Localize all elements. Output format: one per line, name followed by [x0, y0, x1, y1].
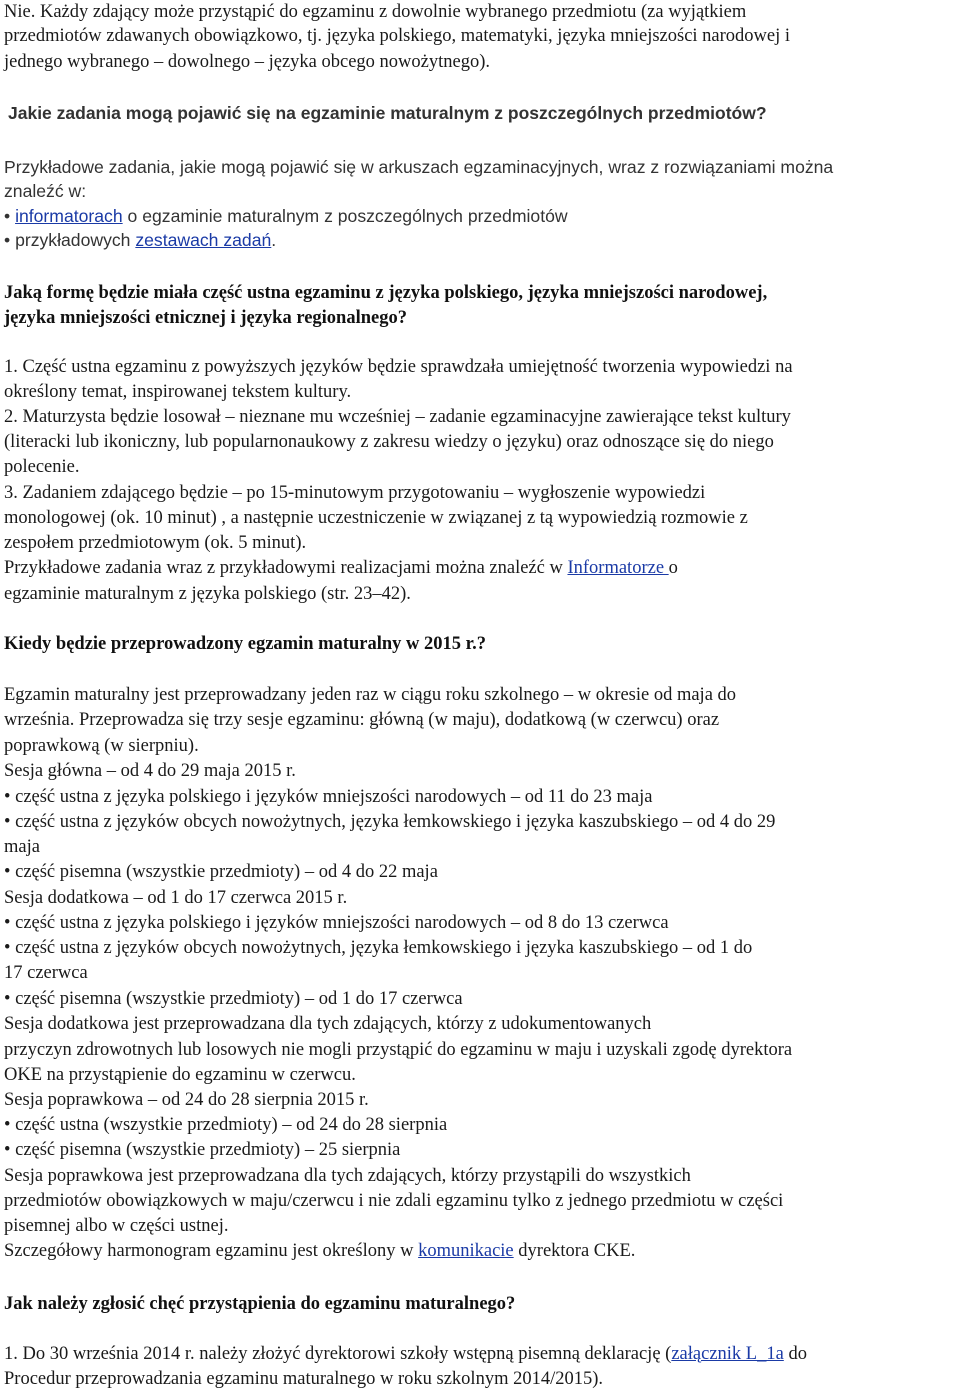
- when-line-12: 17 czerwca: [4, 963, 88, 983]
- tasks-bullet-2-pre: przykładowych: [15, 230, 136, 250]
- oral-line-9: [4, 556, 678, 580]
- when-line-14: Sesja dodatkowa jest przeprowadzana dla tych zdających, którzy z udokumentowanych: [4, 1014, 652, 1034]
- bullet-icon: •: [4, 230, 16, 250]
- oral-line-7: monologowej (ok. 10 minut) , a następnie uczestniczenie w związanej z tą wypowiedzią rozmowie z: [4, 508, 748, 528]
- heading-when: Kiedy będzie przeprowadzony egzamin maturalny w 2015 r.?: [4, 634, 487, 654]
- bullet-icon: •: [4, 206, 16, 226]
- oral-line-4: (literacki lub ikoniczny, lub popularnonaukowy z zakresu wiedzy o języku) oraz odnoszące się do niego: [4, 432, 774, 452]
- tasks-para-line-1: Przykładowe zadania, jakie mogą pojawić się w arkuszach egzaminacyjnych, wraz z rozwiązaniami można: [4, 157, 834, 177]
- oral-line-9-pre: Przykładowe zadania wraz z przykładowymi realizacjami można znaleźć w: [4, 558, 568, 578]
- when-line-15: przyczyn zdrowotnych lub losowych nie mogli przystąpić do egzaminu w maju i uzyskali zgodę dyrektora: [4, 1040, 793, 1060]
- apply-line-2: Procedur przeprowadzania egzaminu maturalnego w roku szkolnym 2014/2015).: [4, 1369, 604, 1389]
- when-line-1: Egzamin maturalny jest przeprowadzany jeden raz w ciągu roku szkolnego – w okresie od maja do: [4, 685, 737, 705]
- intro-line-3: jednego wybranego – dowolnego – języka obcego nowożytnego).: [4, 52, 490, 72]
- when-line-16: OKE na przystąpienie do egzaminu w czerwcu.: [4, 1065, 356, 1085]
- link-komunikacie[interactable]: komunikacie: [418, 1241, 514, 1261]
- when-line-6: • część ustna z języków obcych nowożytnych, języka łemkowskiego i języka kaszubskiego – od 4 do 29: [4, 812, 776, 832]
- heading-tasks: Jakie zadania mogą pojawić się na egzaminie maturalnym z poszczególnych przedmiotów?: [8, 103, 767, 123]
- link-informatorach[interactable]: informatorach: [15, 206, 123, 226]
- when-line-2: września. Przeprowadza się trzy sesje egzaminu: główną (w maju), dodatkową (w czerwcu) oraz: [4, 710, 720, 730]
- when-line-18: • część ustna (wszystkie przedmioty) – od 24 do 28 sierpnia: [4, 1115, 448, 1135]
- when-line-4: Sesja główna – od 4 do 29 maja 2015 r.: [4, 761, 296, 781]
- tasks-bullet-1-text: o egzaminie maturalnym z poszczególnych przedmiotów: [122, 206, 568, 226]
- when-line-11: • część ustna z języków obcych nowożytnych, języka łemkowskiego i języka kaszubskiego – od 1 do: [4, 938, 753, 958]
- apply-line-1: [4, 1342, 807, 1366]
- apply-line-1-pre: 1. Do 30 września 2014 r. należy złożyć dyrektorowi szkoły wstępną pisemną deklarację (: [4, 1344, 672, 1364]
- when-line-8: • część pisemna (wszystkie przedmioty) – od 4 do 22 maja: [4, 862, 438, 882]
- oral-line-10: egzaminie maturalnym z języka polskiego (str. 23–42).: [4, 584, 411, 604]
- when-line-9: Sesja dodatkowa – od 1 do 17 czerwca 2015 r.: [4, 888, 348, 908]
- when-line-20: Sesja poprawkowa jest przeprowadzana dla tych zdających, którzy przystąpili do wszystkich: [4, 1166, 691, 1186]
- oral-line-5: polecenie.: [4, 457, 80, 477]
- when-line-23-post: dyrektora CKE.: [513, 1241, 636, 1261]
- when-line-5: • część ustna z języka polskiego i języków mniejszości narodowych – od 11 do 23 maja: [4, 787, 653, 807]
- when-line-23: [4, 1239, 635, 1263]
- when-line-21: przedmiotów obowiązkowych w maju/czerwcu i nie zdali egzaminu tylko z jednego przedmiotu w części: [4, 1191, 784, 1211]
- oral-line-9-post: o: [668, 558, 678, 578]
- link-zalacznik-l1a[interactable]: załącznik L_1a: [671, 1344, 784, 1364]
- tasks-bullet-2: [4, 228, 276, 252]
- oral-line-6: 3. Zadaniem zdającego będzie – po 15-minutowym przygotowaniu – wygłoszenie wypowiedzi: [4, 483, 706, 503]
- tasks-para-line-2: znaleźć w:: [4, 181, 87, 201]
- when-line-19: • część pisemna (wszystkie przedmioty) – 25 sierpnia: [4, 1140, 401, 1160]
- heading-oral-line-2: języka mniejszości etnicznej i języka regionalnego?: [4, 308, 407, 328]
- oral-line-3: 2. Maturzysta będzie losował – nieznane mu wcześniej – zadanie egzaminacyjne zawierające tekst kultury: [4, 407, 791, 427]
- when-line-17: Sesja poprawkowa – od 24 do 28 sierpnia 2015 r.: [4, 1090, 369, 1110]
- heading-oral-line-1: Jaką formę będzie miała część ustna egzaminu z języka polskiego, języka mniejszości narodowej,: [4, 283, 768, 303]
- intro-line-1: Nie. Każdy zdający może przystąpić do egzaminu z dowolnie wybranego przedmiotu (za wyjątkiem: [4, 2, 747, 22]
- link-informatorze[interactable]: Informatorze: [567, 558, 669, 578]
- oral-line-1: 1. Część ustna egzaminu z powyższych języków będzie sprawdzała umiejętność tworzenia wypowiedzi na: [4, 357, 793, 377]
- intro-line-2: przedmiotów zdawanych obowiązkowo, tj. języka polskiego, matematyki, języka mniejszości narodowej i: [4, 26, 791, 46]
- oral-line-8: zespołem przedmiotowym (ok. 5 minut).: [4, 533, 307, 553]
- link-zestawach-zadan[interactable]: zestawach zadań: [135, 230, 272, 250]
- oral-line-2: określony temat, inspirowanej tekstem kultury.: [4, 382, 352, 402]
- when-line-23-pre: Szczegółowy harmonogram egzaminu jest określony w: [4, 1241, 419, 1261]
- when-line-7: maja: [4, 837, 40, 857]
- when-line-3: poprawkową (w sierpniu).: [4, 736, 199, 756]
- when-line-13: • część pisemna (wszystkie przedmioty) – od 1 do 17 czerwca: [4, 989, 463, 1009]
- tasks-bullet-2-post: .: [271, 230, 277, 250]
- when-line-22: pisemnej albo w części ustnej.: [4, 1216, 229, 1236]
- apply-line-1-post: do: [783, 1344, 807, 1364]
- tasks-bullet-1: [4, 204, 568, 228]
- heading-apply: Jak należy zgłosić chęć przystąpienia do egzaminu maturalnego?: [4, 1294, 516, 1314]
- when-line-10: • część ustna z języka polskiego i języków mniejszości narodowych – od 8 do 13 czerwca: [4, 913, 669, 933]
